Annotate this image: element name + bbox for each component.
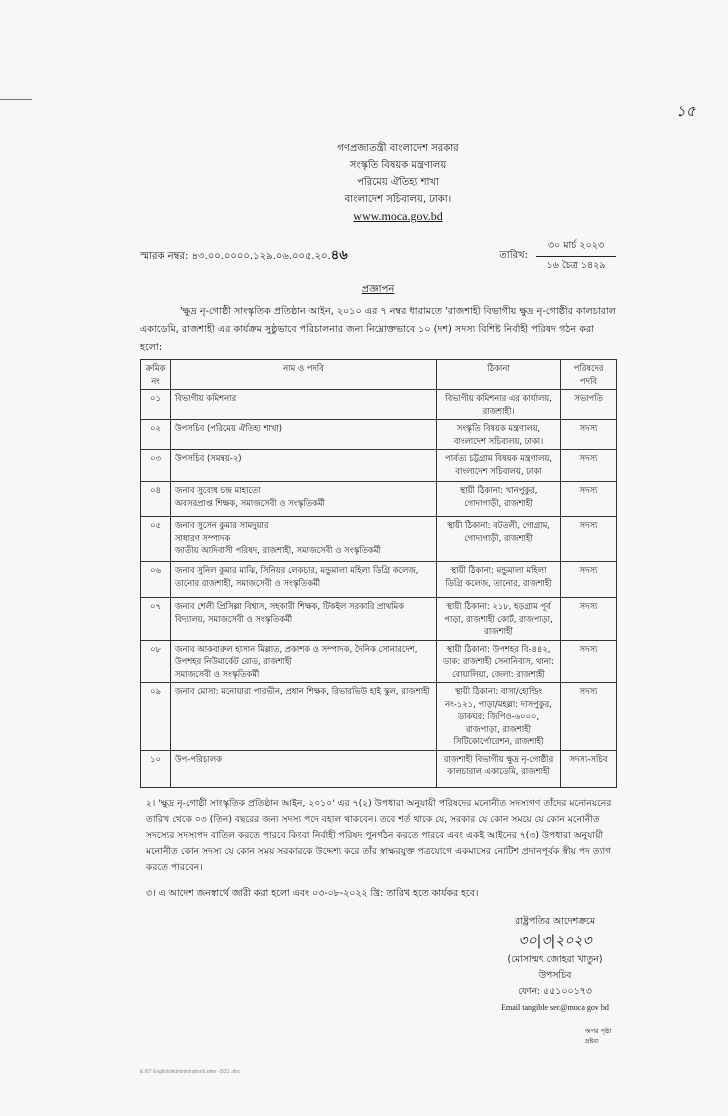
row-serial: ০৮	[141, 640, 171, 683]
row-role: সদস্য	[561, 562, 617, 598]
office-address: বাংলাদেশ সচিবালয়, ঢাকা।	[344, 194, 452, 205]
memo-suffix: ৪৬	[330, 248, 348, 263]
council-members-table	[140, 359, 617, 788]
row-name: জনাব শেলী প্রিসিল্লা বিশ্বাস, সহকারী শিক্ষক, টিকইল সরকারি প্রাথমিক বিদ্যালয়, সমাজসেবী ও সংস্কৃতিকর্মী	[171, 598, 437, 641]
table-row	[141, 562, 617, 598]
row-serial: ০২	[141, 420, 171, 450]
row-name: উপসচিব (সমন্বয়-২)	[171, 450, 437, 482]
row-name: জনাব মোসা: মনোয়ারা পারভীন, প্রধান শিক্ষক, রিভারভিউ হাই স্কুল, রাজশাহী	[171, 683, 437, 751]
branch-name: পরিমেয় ঐতিহ্য শাখা	[357, 177, 439, 188]
row-name: জনাব সুনিল কুমার মাঝি, সিনিয়র লেকচার, মন্ডুমালা মহিলা ডিগ্রি কলেজ, তানোর রাজশাহী, সমাজসেবী ও সংস্কৃতিকর্মী	[171, 562, 437, 598]
file-path-footer: E:\67 English\Administration\Letter -3\21 .doc	[140, 1068, 241, 1075]
table-row	[141, 517, 617, 562]
row-serial: ০৩	[141, 450, 171, 482]
clause-2: ২। 'ক্ষুদ্র নৃ-গোষ্ঠী সাংস্কৃতিক প্রতিষ্ঠান আইন, ২০১০' এর ৭(২) উপধারা অনুযায়ী পরিষদের মনোনীত সদস্যগণ তাঁদের মনোনয়নের তারিখ থেকে ০৩ (তিন) বছরের জন্য সদস্য পদে বহাল থাকবেন। তবে শর্ত থাকে যে, সরকার যে কোন সময়ে যে কোন মনোনীত সদস্যের সদস্যপদ বাতিল করতে পারবে কিংবা নির্বাহী পরিষদ পুনর্গঠন করতে পারবে এবং একই আইনের ৭(৩) উপধারা অনুযায়ী মনোনীত কোন সদস্য যে কোন সময় সরকারকে উদ্দেশ্য করে তাঁর স্বাক্ষরযুক্ত পত্রযোগে একমাসের নোটিশ প্রদানপূর্বক স্বীয় পদ ত্যাগ করতে পারবেন।	[146, 797, 612, 873]
row-role: সদস্য-সচিব	[561, 750, 617, 787]
row-address: স্থায়ী ঠিকানা: ২১৮, হড়গ্রাম পূর্ব পাড়া, রাজশাহী কোর্ট, রাজপাড়া, রাজশাহী	[437, 598, 561, 641]
table-row	[141, 420, 617, 450]
row-role: সভাপতি	[561, 390, 617, 420]
table-row	[141, 450, 617, 482]
date-block	[536, 239, 616, 274]
document-title	[140, 282, 616, 299]
header-serial: ক্রমিক নং	[141, 360, 171, 390]
row-address: স্থায়ী ঠিকানা: খানপুকুর, গোদাগাড়ী, রাজশাহী	[437, 482, 561, 517]
row-role: সদস্য	[561, 683, 617, 751]
signatory-name: (মোসাম্মৎ জোহরা খাতুন)	[507, 953, 603, 965]
row-address: পার্বত্য চট্টগ্রাম বিষয়ক মন্ত্রণালয়, বাংলাদেশ সচিবালয়, ঢাকা	[437, 450, 561, 482]
row-serial: ০৬	[141, 562, 171, 598]
clause-3: ৩। এ আদেশ জনস্বার্থে জারী করা হলো এবং ০৩-০৮-২০২২ খ্রি: তারিখ হতে কার্যকর হবে।	[146, 887, 479, 899]
title-text: প্রজ্ঞাপন	[361, 284, 395, 295]
row-role: সদস্য	[561, 640, 617, 683]
see-overleaf-note: অপর পৃষ্ঠা দ্রষ্টব্য	[585, 1026, 612, 1045]
row-serial: ০৭	[141, 598, 171, 641]
header-name: নাম ও পদবি	[171, 360, 437, 390]
row-role: সদস্য	[561, 517, 617, 562]
govt-name: গণপ্রজাতন্ত্রী বাংলাদেশ সরকার	[337, 143, 459, 154]
handwritten-signature: ৩০|৩|২০২৩	[518, 932, 592, 949]
website-link[interactable]: www.moca.gov.bd	[353, 209, 443, 223]
table-row	[141, 390, 617, 420]
memo-number	[140, 246, 348, 267]
signatory-email: Email tangible sec@moca gov bd	[501, 1002, 609, 1012]
row-serial: ০৫	[141, 517, 171, 562]
row-address: রাজশাহী বিভাগীয় ক্ষুদ্র নৃ-গোষ্ঠীর কালচারাল একাডেমি, রাজশাহী	[437, 750, 561, 787]
row-name: জনাব আকবারুল হাসান মিল্লাত, প্রকাশক ও সম্পাদক, দৈনিক সোনারদেশ, উপশহর নিউমার্কেট রোড, রাজশাহী সমাজসেবী ও সংস্কৃতিকর্মী	[171, 640, 437, 683]
memo-date-row	[140, 239, 616, 274]
row-serial: ০১	[141, 390, 171, 420]
row-name: উপসচিব (পরিমেয় ঐতিহ্য শাখা)	[171, 420, 437, 450]
date-gregorian: ৩০ মার্চ ২০২৩	[536, 239, 616, 257]
page-number: ১৫	[676, 102, 696, 120]
date-bangla: ১৬ চৈত্র ১৪২৯	[546, 260, 606, 271]
table-row	[141, 750, 617, 787]
row-name: জনাব সুবোধ চন্দ্র মাহাতো অবসরপ্রাপ্ত শিক্ষক, সমাজসেবী ও সংস্কৃতিকর্মী	[171, 482, 437, 517]
header-address: ঠিকানা	[437, 360, 561, 390]
row-serial: ০৯	[141, 683, 171, 751]
row-address: বিভাগীয় কমিশনার এর কার্যালয়, রাজশাহী।	[437, 390, 561, 420]
signature-block	[470, 914, 640, 1016]
ministry-name: সংস্কৃতি বিষয়ক মন্ত্রণালয়	[349, 160, 447, 171]
row-role: সদস্য	[561, 450, 617, 482]
table-row	[141, 640, 617, 683]
row-serial: ১০	[141, 750, 171, 787]
table-row	[141, 598, 617, 641]
row-serial: ০৪	[141, 482, 171, 517]
row-address: স্থায়ী ঠিকানা: বাসা/হোল্ডিং নং-১২১, পাড়া/মহল্লা: দাসপুকুর, ডাকঘর: জিপিও-৬০০০, রাজপাড়া, রাজশাহী সিটিকোর্পোরেশন, রাজশাহী	[437, 683, 561, 751]
table-row	[141, 482, 617, 517]
row-address: সংস্কৃতি বিষয়ক মন্ত্রণালয়, বাংলাদেশ সচিবালয়, ঢাকা।	[437, 420, 561, 450]
signatory-phone: ফোন: ৫৫১০০১৭৩	[518, 985, 592, 997]
memo-label: স্মারক নম্বর:	[140, 251, 189, 262]
letterhead	[180, 140, 616, 225]
intro-paragraph: 'ক্ষুদ্র নৃ-গোষ্ঠী সাংস্কৃতিক প্রতিষ্ঠান আইন, ২০১০ এর ৭ নম্বর ধারামতে 'রাজশাহী বিভাগীয় ক্ষুদ্র নৃ-গোষ্ঠীর কালচারাল একাডেমি, রাজশাহী এর কার্যক্রম সুষ্ঠুভাবে পরিচালনার জন্য নিম্নোক্তভাবে ১০ (দশ) সদস্য বিশিষ্ট নির্বাহী পরিষদ গঠন করা হলো:	[140, 306, 616, 353]
row-address: স্থায়ী ঠিকানা: উপশহর বি-৪৪২, ডাক: রাজশাহী সেনানিবাস, থানা: বোয়ালিয়া, জেলা: রাজশাহী	[437, 640, 561, 683]
signatory-designation: উপসচিব	[538, 969, 572, 981]
row-role: সদস্য	[561, 598, 617, 641]
row-address: স্থায়ী ঠিকানা: বটতলী, গোগ্রাম, গোদাগাড়ী, রাজশাহী	[437, 517, 561, 562]
order-line: রাষ্ট্রপতির আদেশক্রমে	[514, 915, 596, 927]
row-name: উপ-পরিচালক	[171, 750, 437, 787]
date-label: তারিখ:	[499, 250, 528, 261]
header-role: পরিষদের পদবি	[561, 360, 617, 390]
row-name: জনাব সুসেন কুমার সামদুয়ার সাধারণ সম্পাদক জাতীয় আদিবাসী পরিষদ, রাজশাহী, সমাজসেবী ও সংস্কৃতিকর্মী	[171, 517, 437, 562]
row-name: বিভাগীয় কমিশনার	[171, 390, 437, 420]
row-role: সদস্য	[561, 420, 617, 450]
memo-value: ৪৩.০০.০০০০.১২৯.০৬.০০৫.২০.	[191, 251, 331, 262]
table-row	[141, 683, 617, 751]
row-role: সদস্য	[561, 482, 617, 517]
date-row	[499, 239, 616, 274]
row-address: স্থায়ী ঠিকানা: মন্ডুমালা মহিলা ডিগ্রি কলেজ, তানোর, রাজশাহী	[437, 562, 561, 598]
